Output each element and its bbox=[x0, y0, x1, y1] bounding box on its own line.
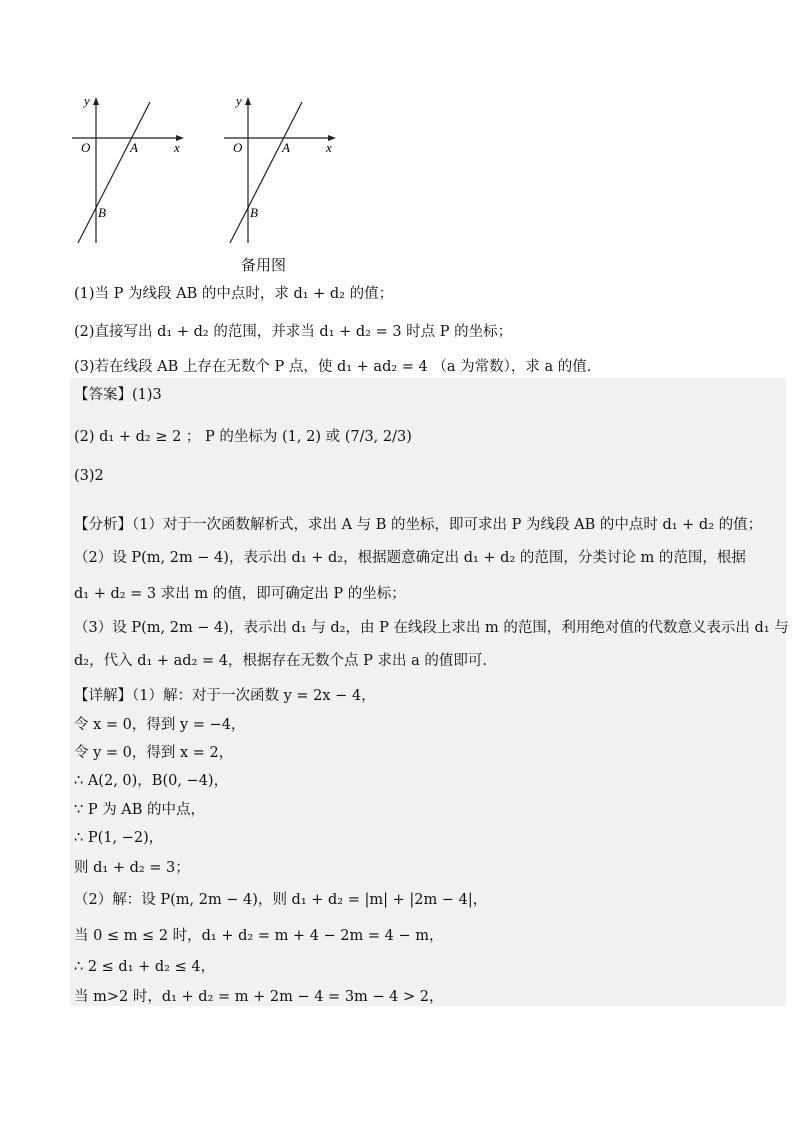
detail-line-10: ∴ 2 ≤ d₁ + d₂ ≤ 4， bbox=[74, 959, 216, 975]
detail-line-1: 【详解】（1）解：对于一次函数 y = 2x − 4， bbox=[74, 688, 376, 704]
analysis-line-1: 【分析】（1）对于一次函数解析式，求出 A 与 B 的坐标，即可求出 P 为线段 AB 的中点时 d₁ + d₂ 的值； bbox=[74, 517, 763, 533]
y-axis-label: y bbox=[84, 95, 90, 108]
x-axis-label: x bbox=[174, 140, 180, 155]
x-axis-label: x bbox=[326, 140, 332, 155]
detail-line-2: 令 x = 0，得到 y = −4， bbox=[74, 717, 246, 733]
answer-line-1: 【答案】(1)3 bbox=[74, 387, 162, 403]
analysis-line-4: （3）设 P(m, 2m − 4)，表示出 d₁ 与 d₂，由 P 在线段上求出 m 的范围，利用绝对值的代数意义表示出 d₁ 与 bbox=[74, 620, 789, 636]
detail-line-7: 则 d₁ + d₂ = 3； bbox=[74, 860, 190, 876]
origin-label: O bbox=[81, 140, 91, 155]
coordinate-figure-left bbox=[70, 95, 190, 254]
detail-line-11: 当 m>2 时，d₁ + d₂ = m + 2m − 4 = 3m − 4 > 2， bbox=[74, 989, 444, 1005]
analysis-line-3: d₁ + d₂ = 3 求出 m 的值，即可确定出 P 的坐标； bbox=[74, 586, 406, 602]
answer-line-3: (3)2 bbox=[74, 468, 104, 484]
analysis-line-5: d₂，代入 d₁ + ad₂ = 4，根据存在无数个点 P 求出 a 的值即可. bbox=[74, 653, 487, 669]
point-b-label: B bbox=[98, 205, 106, 220]
question-2: (2)直接写出 d₁ + d₂ 的范围，并求当 d₁ + d₂ = 3 时点 P 的坐标； bbox=[74, 324, 513, 340]
answer-line-2: (2) d₁ + d₂ ≥ 2 ； P 的坐标为 (1, 2) 或 (7/3, 2/3) bbox=[74, 429, 412, 445]
point-a-label: A bbox=[130, 140, 138, 155]
figure-caption: 备用图 bbox=[241, 256, 287, 274]
detail-line-9: 当 0 ≤ m ≤ 2 时，d₁ + d₂ = m + 4 − 2m = 4 − m， bbox=[74, 928, 444, 944]
detail-line-5: ∵ P 为 AB 的中点， bbox=[74, 802, 206, 818]
question-1: (1)当 P 为线段 AB 的中点时，求 d₁ + d₂ 的值； bbox=[74, 286, 394, 302]
origin-label: O bbox=[233, 140, 243, 155]
point-b-label: B bbox=[250, 205, 258, 220]
question-3: (3)若在线段 AB 上存在无数个 P 点，使 d₁ + ad₂ = 4 （a 为常数），求 a 的值. bbox=[74, 359, 592, 375]
point-a-label: A bbox=[282, 140, 290, 155]
detail-line-8: （2）解：设 P(m, 2m − 4)，则 d₁ + d₂ = |m| + |2m − 4|， bbox=[74, 892, 488, 908]
detail-line-6: ∴ P(1, −2)， bbox=[74, 830, 164, 846]
coordinate-figure-right bbox=[222, 95, 342, 254]
y-axis-label: y bbox=[236, 95, 242, 108]
detail-line-4: ∴ A(2, 0)，B(0, −4)， bbox=[74, 773, 229, 789]
analysis-line-2: （2）设 P(m, 2m − 4)，表示出 d₁ + d₂，根据题意确定出 d₁ + d₂ 的范围，分类讨论 m 的范围，根据 bbox=[74, 550, 746, 566]
detail-line-3: 令 y = 0，得到 x = 2， bbox=[74, 745, 234, 761]
